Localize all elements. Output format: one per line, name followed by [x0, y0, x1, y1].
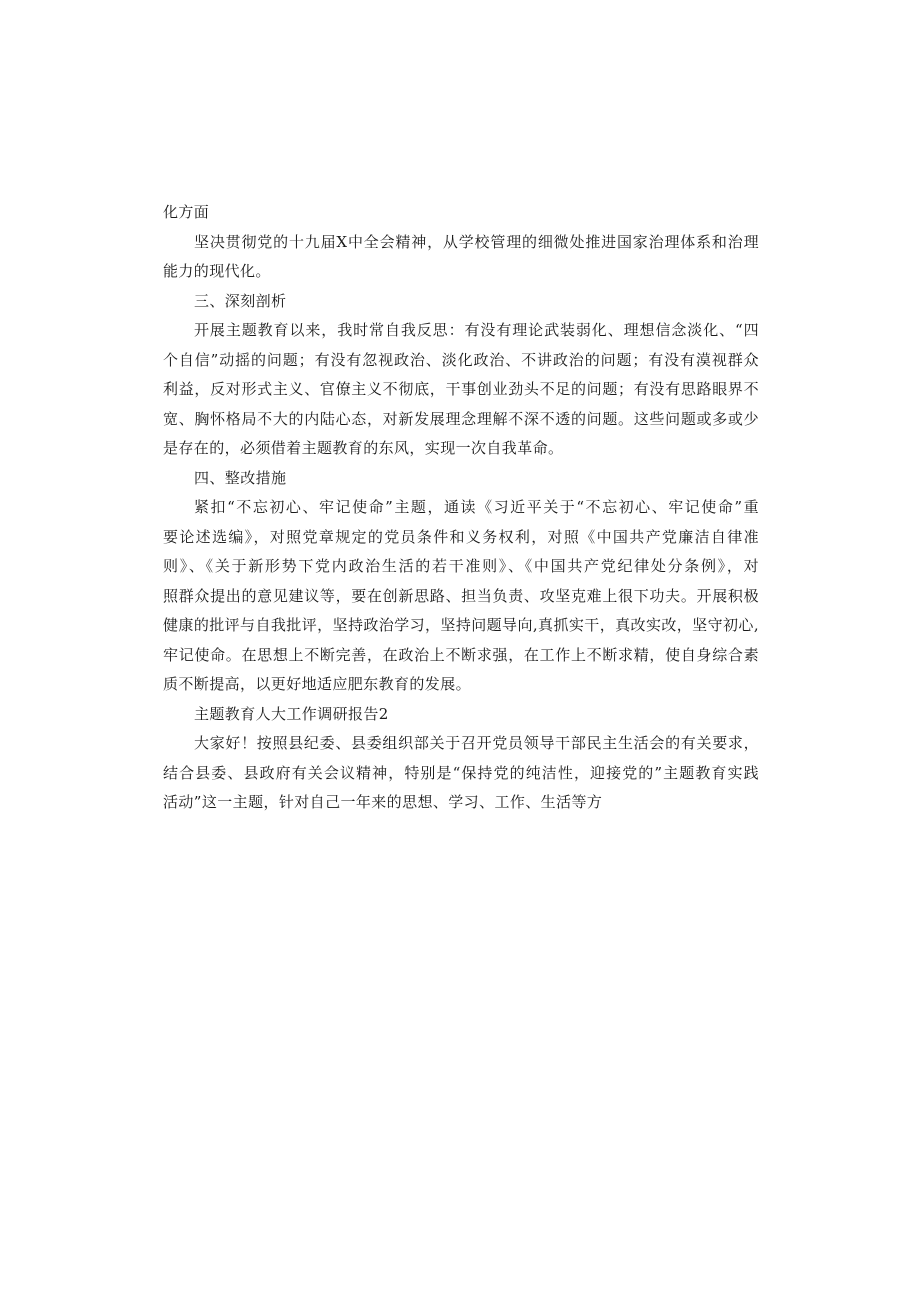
text-line: 健康的批评与自我批评，坚持政治学习，坚持问题导向,真抓实干，真改实改，坚守初心, — [163, 616, 759, 634]
document-body — [163, 198, 759, 818]
text-line: 个自信”动摇的问题；有没有忽视政治、淡化政治、不讲政治的问题；有没有漠视群众 — [163, 350, 759, 369]
text-line: 开展主题教育以来，我时常自我反思：有没有理论武装弱化、理想信念淡化、“四 — [194, 321, 759, 339]
text-line: 坚决贯彻党的十九届X中全会精神，从学校管理的细微处推进国家治理体系和治理 — [194, 232, 759, 251]
text-line: 是存在的，必须借着主题教育的东风，实现一次自我革命。 — [163, 439, 564, 457]
section-heading: 四、整改措施 — [194, 468, 287, 487]
text-line: 质不断提高，以更好地适应肥东教育的发展。 — [163, 675, 472, 693]
text-line: 宽、胸怀格局不大的内陆心态，对新发展理念理解不深不透的问题。这些问题或多或少 — [163, 409, 759, 428]
text-line: 要论述选编》，对照党章规定的党员条件和义务权利，对照《中国共产党廉洁自律准 — [163, 527, 759, 546]
text-line: 照群众提出的意见建议等，要在创新思路、担当负责、攻坚克难上很下功夫。开展积极 — [163, 586, 759, 605]
section-heading: 三、深刻剖析 — [194, 291, 287, 310]
text-line: 结合县委、县政府有关会议精神，特别是“保持党的纯洁性，迎接党的”主题教育实践 — [163, 763, 759, 782]
text-line: 利益，反对形式主义、官僚主义不彻底，干事创业劲头不足的问题；有没有思路眼界不 — [163, 380, 759, 398]
text-line: 化方面 — [163, 203, 210, 221]
text-line: 大家好！按照县纪委、县委组织部关于召开党员领导干部民主生活会的有关要求， — [194, 734, 759, 752]
report-title: 主题教育人大工作调研报告2 — [194, 704, 389, 723]
text-line: 则》、《关于新形势下党内政治生活的若干准则》、《中国共产党纪律处分条例》，对 — [163, 557, 759, 575]
text-line: 牢记使命。在思想上不断完善，在政治上不断求强，在工作上不断求精，使自身综合素 — [163, 645, 759, 664]
text-line: 紧扣“不忘初心、牢记使命”主题，通读《习近平关于“不忘初心、牢记使命”重 — [194, 498, 759, 516]
text-line: 能力的现代化。 — [163, 262, 271, 280]
text-line: 活动”这一主题，针对自己一年来的思想、学习、工作、生活等方 — [163, 793, 603, 811]
